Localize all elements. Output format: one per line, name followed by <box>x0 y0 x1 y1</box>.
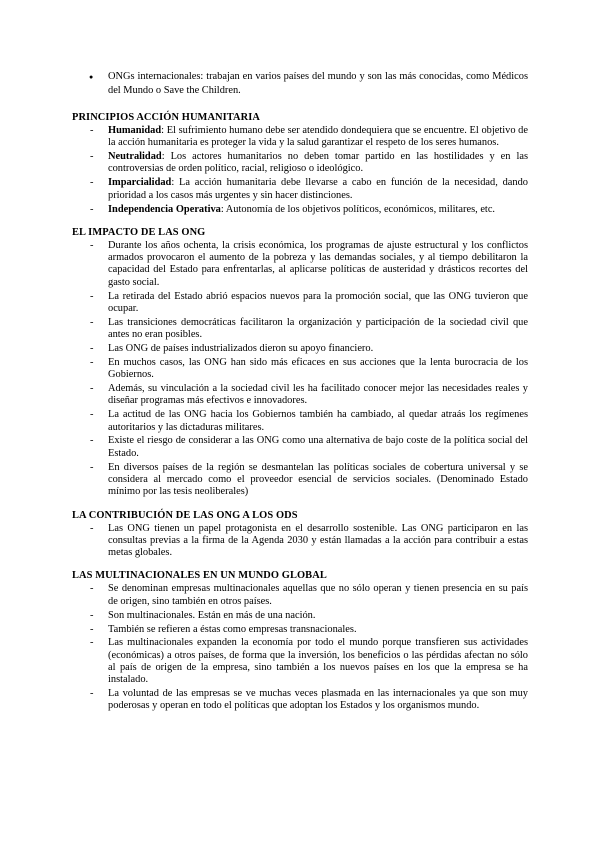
dash-bullet: - <box>90 609 94 621</box>
list-item <box>72 624 528 636</box>
bullet-list <box>72 583 528 712</box>
item-text: Se denominan empresas multinacionales aquellas que no sólo operan y tienen presencia en su país de origen, sino también en otros países. <box>108 583 528 607</box>
item-term: Independencia Operativa <box>108 203 221 215</box>
dash-bullet: - <box>90 203 94 215</box>
dash-bullet: - <box>90 688 94 700</box>
intro-list-item: ● ONGs internacionales: trabajan en varios países del mundo y son las más conocidas, como Médicos del Mundo o Save the Children. <box>72 70 528 98</box>
list-item <box>72 343 528 355</box>
dash-bullet: - <box>90 239 94 251</box>
item-text: Las transiciones democráticas facilitaron la organización y participación de la sociedad civil que antes no eran posibles. <box>108 316 528 341</box>
item-text: Las multinacionales expanden la economía por todo el mundo porque transfieren sus actividades (económicas) a otros países, de forma que la inversión, los beneficios o las pérdidas afectan no sólo al país de origen de la empresa, sino también a los nuevos países en los que la empresa se ha instalado. <box>108 637 528 686</box>
item-text: Son multinacionales. Están en más de una nación. <box>108 609 316 621</box>
dash-bullet: - <box>90 383 94 395</box>
sections-container <box>72 111 528 713</box>
item-text: : Autonomía de los objetivos políticos, económicos, militares, etc. <box>220 203 496 215</box>
list-item <box>72 583 528 608</box>
item-term: Neutralidad <box>108 151 162 163</box>
item-text: : Los actores humanitarios no deben tomar partido en las hostilidades y en las controversias de orden político, racial, religioso o ideológico. <box>108 151 528 175</box>
section <box>72 509 528 560</box>
section-heading: PRINCIPIOS ACCIÓN HUMANITARIA <box>72 112 261 123</box>
bullet-list <box>72 125 528 216</box>
item-term: Imparcialidad <box>108 177 172 189</box>
bullet-list <box>72 240 528 499</box>
dash-bullet: - <box>90 125 94 136</box>
dash-bullet: - <box>90 316 94 328</box>
document-body <box>72 70 528 723</box>
dash-bullet: - <box>90 343 94 355</box>
dash-bullet: - <box>90 522 94 534</box>
list-item <box>72 204 528 216</box>
list-item <box>72 409 528 434</box>
list-item <box>72 383 528 408</box>
bullet-list <box>72 523 528 560</box>
section <box>72 569 528 712</box>
section-heading: EL IMPACTO DE LAS ONG <box>72 226 206 238</box>
list-item <box>72 523 528 560</box>
list-item <box>72 357 528 382</box>
dash-bullet: - <box>90 435 94 447</box>
list-item <box>72 435 528 460</box>
list-item <box>72 291 528 316</box>
section-heading: LAS MULTINACIONALES EN UN MUNDO GLOBAL <box>72 570 327 582</box>
list-item <box>72 151 528 176</box>
item-text: : La acción humanitaria debe llevarse a cabo en función de la necesidad, dando prioridad a los casos más urgentes y sin hacer distinciones. <box>108 177 528 201</box>
list-item <box>72 240 528 289</box>
item-text: Las ONG de países industrializados dieron su apoyo financiero. <box>108 343 374 355</box>
list-item <box>72 688 528 713</box>
dash-bullet: - <box>90 637 94 649</box>
item-text: La voluntad de las empresas se ve muchas veces plasmada en las internacionales ya que son muy poderosas y operan en todo el políticas que adoptan los Estados y los organismos mundo. <box>108 688 528 712</box>
item-text: Las ONG tienen un papel protagonista en el desarrollo sostenible. Las ONG participaron en las consultas previas a la firma de la Agenda 2030 y están llamadas a la acción para contribuir a estas metas globales. <box>108 522 528 559</box>
item-text: También se refieren a éstas como empresas transnacionales. <box>108 623 357 635</box>
dash-bullet: - <box>90 583 94 595</box>
list-item <box>72 637 528 686</box>
section <box>72 111 528 216</box>
list-item <box>72 125 528 150</box>
item-text: : El sufrimiento humano debe ser atendido dondequiera que se encuentre. El objetivo de la acción humanitaria es proteger la vida y la salud garantizar el respeto de los seres humanos. <box>108 125 528 149</box>
intro-list <box>72 70 528 98</box>
dash-bullet: - <box>90 151 94 163</box>
item-text: La actitud de las ONG hacia los Gobiernos también ha cambiado, al quedar atraás los regímenes autoritarios y las dictaduras militares. <box>108 409 528 433</box>
dash-bullet: - <box>90 623 94 635</box>
list-item <box>72 462 528 499</box>
section-heading: LA CONTRIBUCIÓN DE LAS ONG A LOS ODS <box>72 509 298 521</box>
dash-bullet: - <box>90 409 94 421</box>
dash-bullet: - <box>90 356 94 368</box>
dash-bullet: - <box>90 290 94 302</box>
dash-bullet: - <box>90 177 94 189</box>
item-text: Además, su vinculación a la sociedad civil les ha facilitado conocer mejor las necesidades reales y diseñar programas más efectivos e innovadores. <box>108 383 528 407</box>
item-text: Durante los años ochenta, la crisis económica, los programas de ajuste estructural y los conflictos armados provocaron el aumento de la pobreza y las demandas sociales, y al tiempo debilitaron la capacidad del Estado para enfrentarlas, al aplicarse políticas de austeridad y drásticos recortes del gasto social. <box>108 239 528 288</box>
item-term: Humanidad <box>108 125 162 136</box>
item-text: Existe el riesgo de considerar a las ONG como una alternativa de bajo coste de la política social del Estado. <box>108 435 528 459</box>
list-item <box>72 610 528 622</box>
section <box>72 226 528 499</box>
item-text: La retirada del Estado abrió espacios nuevos para la promoción social, que las ONG tuvieron que ocupar. <box>108 290 528 314</box>
list-item <box>72 317 528 342</box>
item-text: En diversos países de la región se desmantelan las políticas sociales de cobertura universal y se considera al mercado como el proveedor esencial de servicios sociales. (Denominado Estado mínimo por las tesis neoliberales) <box>108 461 528 498</box>
item-text: En muchos casos, las ONG han sido más eficaces en sus acciones que la lenta burocracia de los Gobiernos. <box>108 356 528 381</box>
list-item <box>72 177 528 202</box>
dash-bullet: - <box>90 461 94 473</box>
